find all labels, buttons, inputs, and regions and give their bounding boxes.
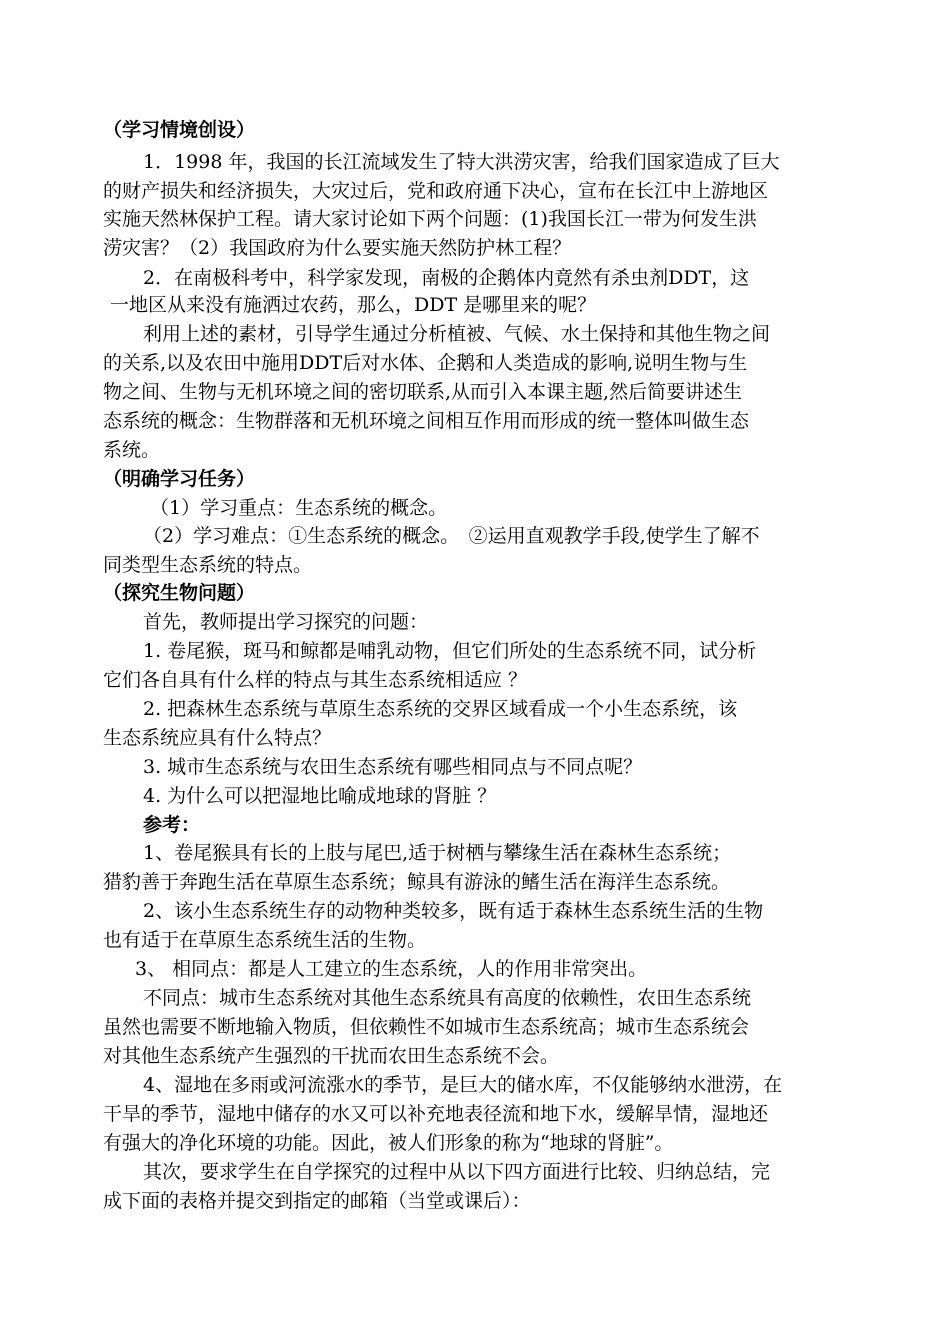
paragraph-line: 2．在南极科考中，科学家发现，南极的企鹅体内竟然有杀虫剂DDT，这 [143,267,750,289]
section-heading-learning-tasks: （明确学习任务） [103,468,256,490]
section-heading-learning-context: （学习情境创设） [103,119,256,141]
paragraph-line: 猎豹善于奔跑生活在草原生态系统；鲸具有游泳的鳍生活在海洋生态系统。 [103,871,731,893]
paragraph-line: 首先，教师提出学习探究的问题： [143,611,429,633]
paragraph-line: 干旱的季节，湿地中储存的水又可以补充地表径流和地下水，缓解旱情，湿地还 [103,1103,769,1125]
paragraph-line: （2）学习难点：①生态系统的概念。 ②运用直观教学手段,使学生了解不 [143,525,760,547]
paragraph-line: 物之间、生物与无机环境之间的密切联系,从而引入本课主题,然后简要讲述生 [103,381,743,403]
paragraph-line: 1. 卷尾猴，斑马和鲸都是哺乳动物，但它们所处的生态系统不同，试分析 [143,640,757,662]
paragraph-line: 1、卷尾猴具有长的上肢与尾巴,适于树栖与攀缘生活在森林生态系统； [143,842,732,864]
paragraph-line: 它们各自具有什么样的特点与其生态系统相适应 ？ [103,669,528,691]
paragraph-line: 的财产损失和经济损失，大灾过后，党和政府通下决心，宣布在长江中上游地区 [103,180,769,202]
paragraph-line: 的关系,以及农田中施用DDT后对水体、企鹅和人类造成的影响,说明生物与生 [103,352,748,374]
paragraph-line: 生态系统应具有什么特点？ [103,727,332,749]
paragraph-line: 4. 为什么可以把湿地比喻成地球的肾脏 ？ [143,785,497,807]
paragraph-line: 3、 相同点：都是人工建立的生态系统，人的作用非常突出。 [135,958,648,980]
paragraph-line: 2、该小生态系统生存的动物种类较多，既有适于森林生态系统生活的生物 [143,900,764,922]
paragraph-line: （1）学习重点：生态系统的概念。 [150,497,448,519]
paragraph-line: 3. 城市生态系统与农田生态系统有哪些相同点与不同点呢？ [143,756,643,778]
paragraph-line: 对其他生态系统产生强烈的干扰而农田生态系统不会。 [103,1045,560,1067]
paragraph-line: 有强大的净化环境的功能。因此，被人们形象的称为“地球的肾脏”。 [103,1132,674,1154]
paragraph-line: 成下面的表格并提交到指定的邮箱（当堂或课后）： [103,1190,531,1212]
paragraph-line: 一地区从来没有施洒过农药，那么，DDT 是哪里来的呢？ [110,294,597,316]
paragraph-line: 1．1998 年，我国的长江流域发生了特大洪涝灾害，给我们国家造成了巨大 [143,151,780,173]
reference-heading: 参考： [143,814,201,836]
paragraph-line: 同类型生态系统的特点。 [103,554,313,576]
paragraph-line: 其次，要求学生在自学探究的过程中从以下四方面进行比较、归纳总结，完 [143,1161,771,1183]
paragraph-line: 4、湿地在多雨或河流涨水的季节，是巨大的储水库，不仅能够纳水泄涝，在 [143,1074,783,1096]
paragraph-line: 不同点：城市生态系统对其他生态系统具有高度的依赖性，农田生态系统 [143,987,752,1009]
section-heading-explore-questions: （探究生物问题） [103,582,256,604]
paragraph-line: 虽然也需要不断地输入物质，但依赖性不如城市生态系统高；城市生态系统会 [103,1016,750,1038]
paragraph-line: 也有适于在草原生态系统生活的生物。 [103,929,427,951]
paragraph-line: 2. 把森林生态系统与草原生态系统的交界区域看成一个小生态系统，该 [143,698,738,720]
paragraph-line: 态系统的概念：生物群落和无机环境之间相互作用而形成的统一整体叫做生态 [103,410,750,432]
paragraph-line: 系统。 [103,439,161,461]
paragraph-line: 涝灾害？（2）我国政府为什么要实施天然防护林工程？ [103,237,572,259]
paragraph-line: 实施天然林保护工程。请大家讨论如下两个问题：(1)我国长江一带为何发生洪 [103,208,757,230]
paragraph-line: 利用上述的素材，引导学生通过分析植被、气候、水土保持和其他生物之间 [143,323,771,345]
